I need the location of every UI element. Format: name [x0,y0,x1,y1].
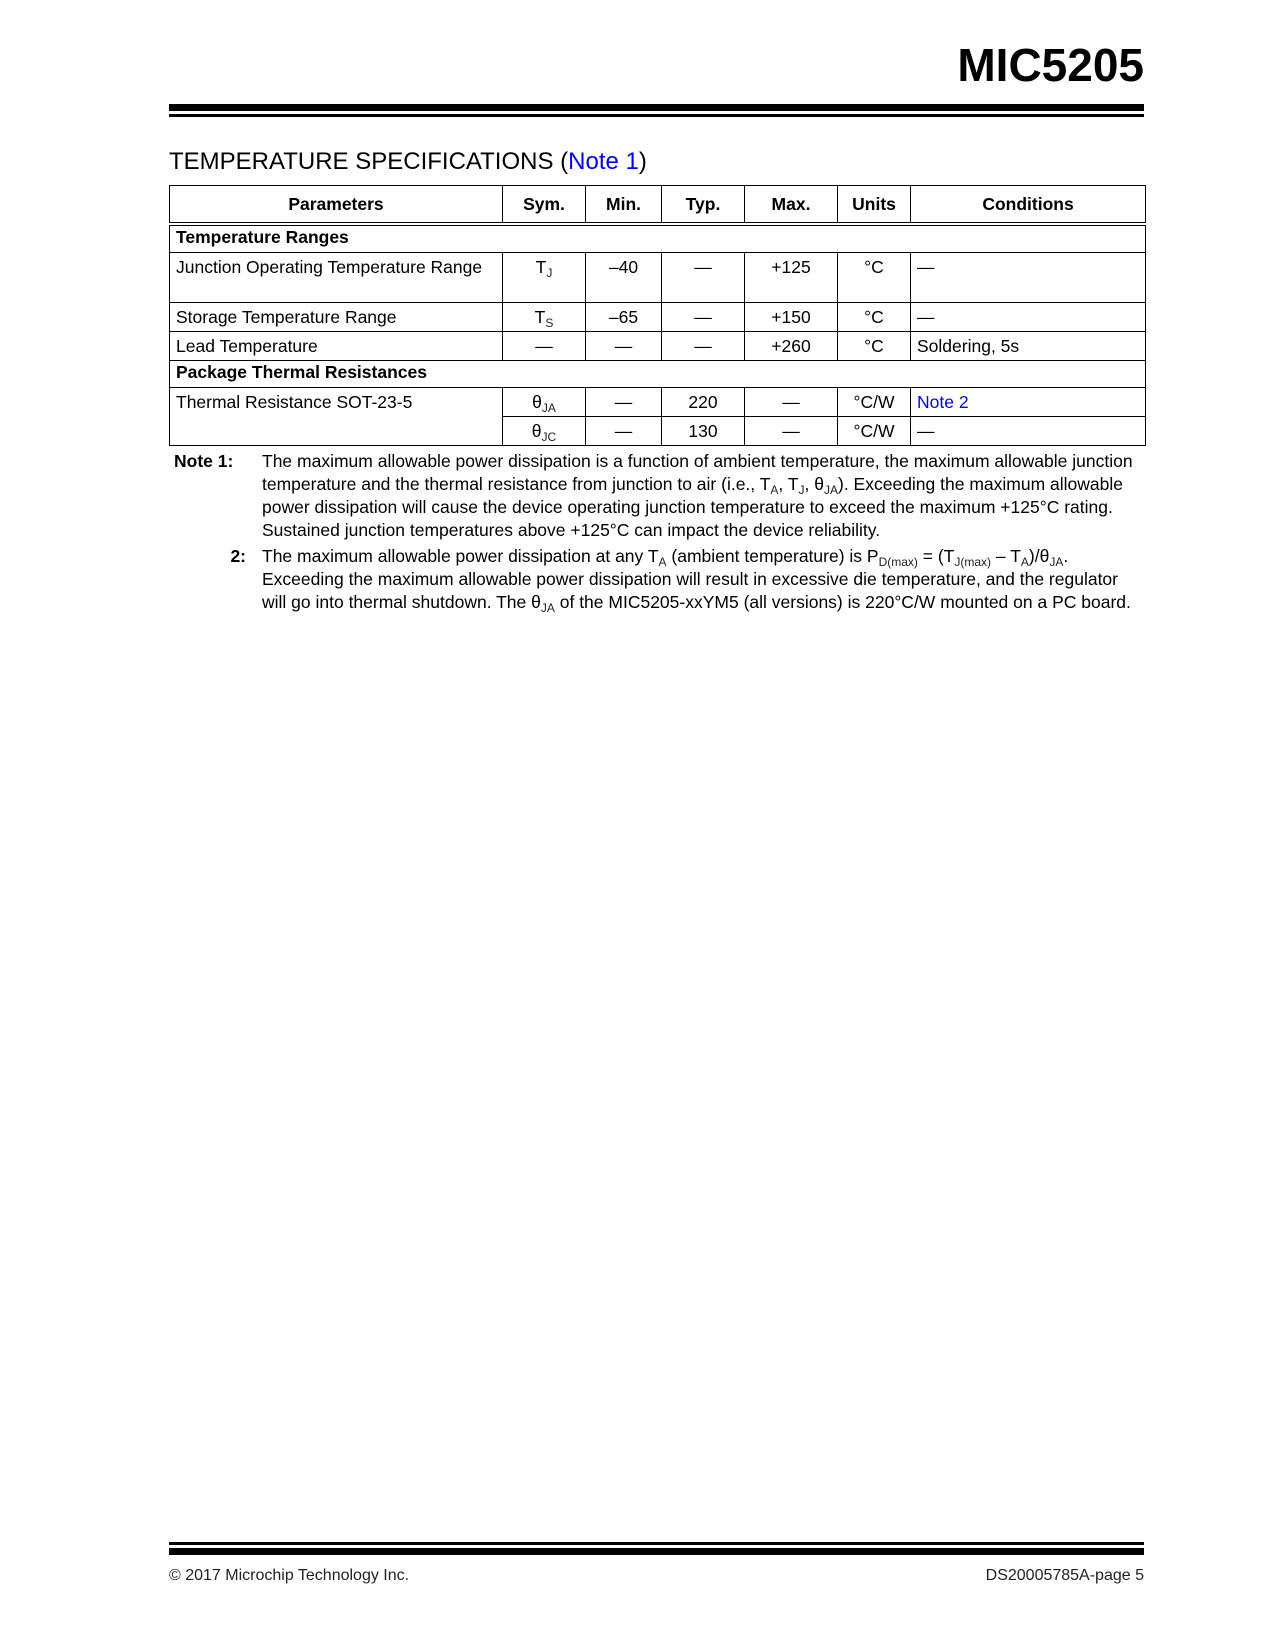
table-header-row [170,186,1146,225]
note-text-part: = (T [917,546,955,566]
note-2 [174,545,1144,614]
footer-page-number: DS20005785A-page 5 [985,1567,1144,1584]
note-sub: A [1020,555,1029,569]
note-sub: JA [1049,555,1064,569]
cell-conditions: — [911,303,1146,332]
cell-conditions: — [911,253,1146,303]
cell-min: –65 [586,303,662,332]
note-text-part: (ambient temperature) is P [666,546,879,566]
table-row [170,332,1146,361]
footer-rule-thick [169,1548,1144,1555]
table-row [170,253,1146,303]
group-label: Package Thermal Resistances [170,361,1146,388]
temperature-spec-table [169,185,1146,446]
cell-units: °C [838,303,911,332]
cell-max: — [745,417,838,446]
cell-sym [503,303,586,332]
note-1 [174,450,1144,542]
cell-parameter: Thermal Resistance SOT-23-5 [170,388,503,446]
section-title [169,150,647,174]
note-1-label: Note 1: [174,451,234,471]
cell-units: °C/W [838,388,911,417]
note-2-label: 2: [230,546,246,566]
col-header-conditions: Conditions [911,186,1146,225]
cell-sym [503,332,586,361]
table-notes [174,450,1144,614]
cell-max: +125 [745,253,838,303]
note-text-part: , θ [804,474,824,494]
footer-rule-thin [169,1542,1144,1545]
note-sub: JA [540,601,555,615]
footer-copyright: © 2017 Microchip Technology Inc. [169,1567,410,1584]
col-header-sym: Sym. [503,186,586,225]
cell-conditions: — [911,417,1146,446]
group-row-temperature-ranges [170,224,1146,253]
note-text-part: )/θ [1028,546,1050,566]
note-sub: J(max) [954,555,992,569]
header-rule-thick [169,104,1144,111]
cell-parameter: Lead Temperature [170,332,503,361]
note-sub: A [658,555,667,569]
sym-sub: JA [541,401,556,415]
col-header-max: Max. [745,186,838,225]
note-sub: J [798,483,805,497]
cell-typ: 220 [662,388,745,417]
note-1-link[interactable]: Note 1 [568,148,639,175]
cell-parameter: Junction Operating Temperature Range [170,253,503,303]
note-text-part: The maximum allowable power dissipation is a function of ambient temperature, the maximum allowable junction temperature and the thermal resistance from junction to air (i.e., T [262,451,1133,494]
cell-units: °C [838,332,911,361]
cell-max: — [745,388,838,417]
sym-text: θ [531,421,542,441]
cell-min: — [586,417,662,446]
sym-text: T [535,257,547,277]
note-text-part: , T [778,474,799,494]
sym-sub: J [546,266,553,280]
note-2-text [262,545,1144,614]
col-header-parameters: Parameters [170,186,503,225]
cell-min: — [586,388,662,417]
note-2-label-wrap [174,545,262,614]
group-row-package-thermal-resistances [170,361,1146,388]
note-text-part: . Exceeding the maximum allowable power dissipation will result in excessive die temperature, and the regulator will go into thermal shutdown. The θ [262,546,1118,612]
cell-sym [503,388,586,417]
cell-max: +150 [745,303,838,332]
note-1-text [262,450,1144,542]
note-sub: D(max) [878,555,918,569]
section-title-text: TEMPERATURE SPECIFICATIONS ( [169,148,569,175]
cell-units: °C [838,253,911,303]
sym-text: — [535,336,553,356]
note-sub: A [770,483,779,497]
cell-min: –40 [586,253,662,303]
cell-typ: — [662,332,745,361]
col-header-typ: Typ. [662,186,745,225]
header-rule-thin [169,114,1144,117]
document-title: MIC5205 [957,39,1144,91]
note-text-part: of the MIC5205-xxYM5 (all versions) is 220°C/W mounted on a PC board. [554,592,1131,612]
cell-typ: — [662,253,745,303]
table-row [170,388,1146,417]
cell-conditions: Soldering, 5s [911,332,1146,361]
note-text-part: ). Exceeding the maximum allowable power dissipation will cause the device operating junction temperature to exceed the maximum +125°C rating. Sustained junction temperatures above +125°C can impact the device reliability. [262,474,1123,540]
sym-sub: JC [541,430,557,444]
col-header-min: Min. [586,186,662,225]
note-text-part: The maximum allowable power dissipation at any T [262,546,659,566]
col-header-units: Units [838,186,911,225]
cell-parameter: Storage Temperature Range [170,303,503,332]
cell-sym [503,417,586,446]
cell-min: — [586,332,662,361]
note-2-link[interactable]: Note 2 [911,388,1146,417]
note-sub: JA [823,483,838,497]
sym-text: θ [532,392,542,412]
section-title-close: ) [638,148,647,175]
cell-sym [503,253,586,303]
sym-text: T [534,307,546,327]
group-label: Temperature Ranges [170,224,1146,253]
sym-sub: S [545,316,554,330]
cell-typ: 130 [662,417,745,446]
cell-max: +260 [745,332,838,361]
table-row [170,303,1146,332]
cell-typ: — [662,303,745,332]
cell-units: °C/W [838,417,911,446]
note-text-part: – T [991,546,1021,566]
